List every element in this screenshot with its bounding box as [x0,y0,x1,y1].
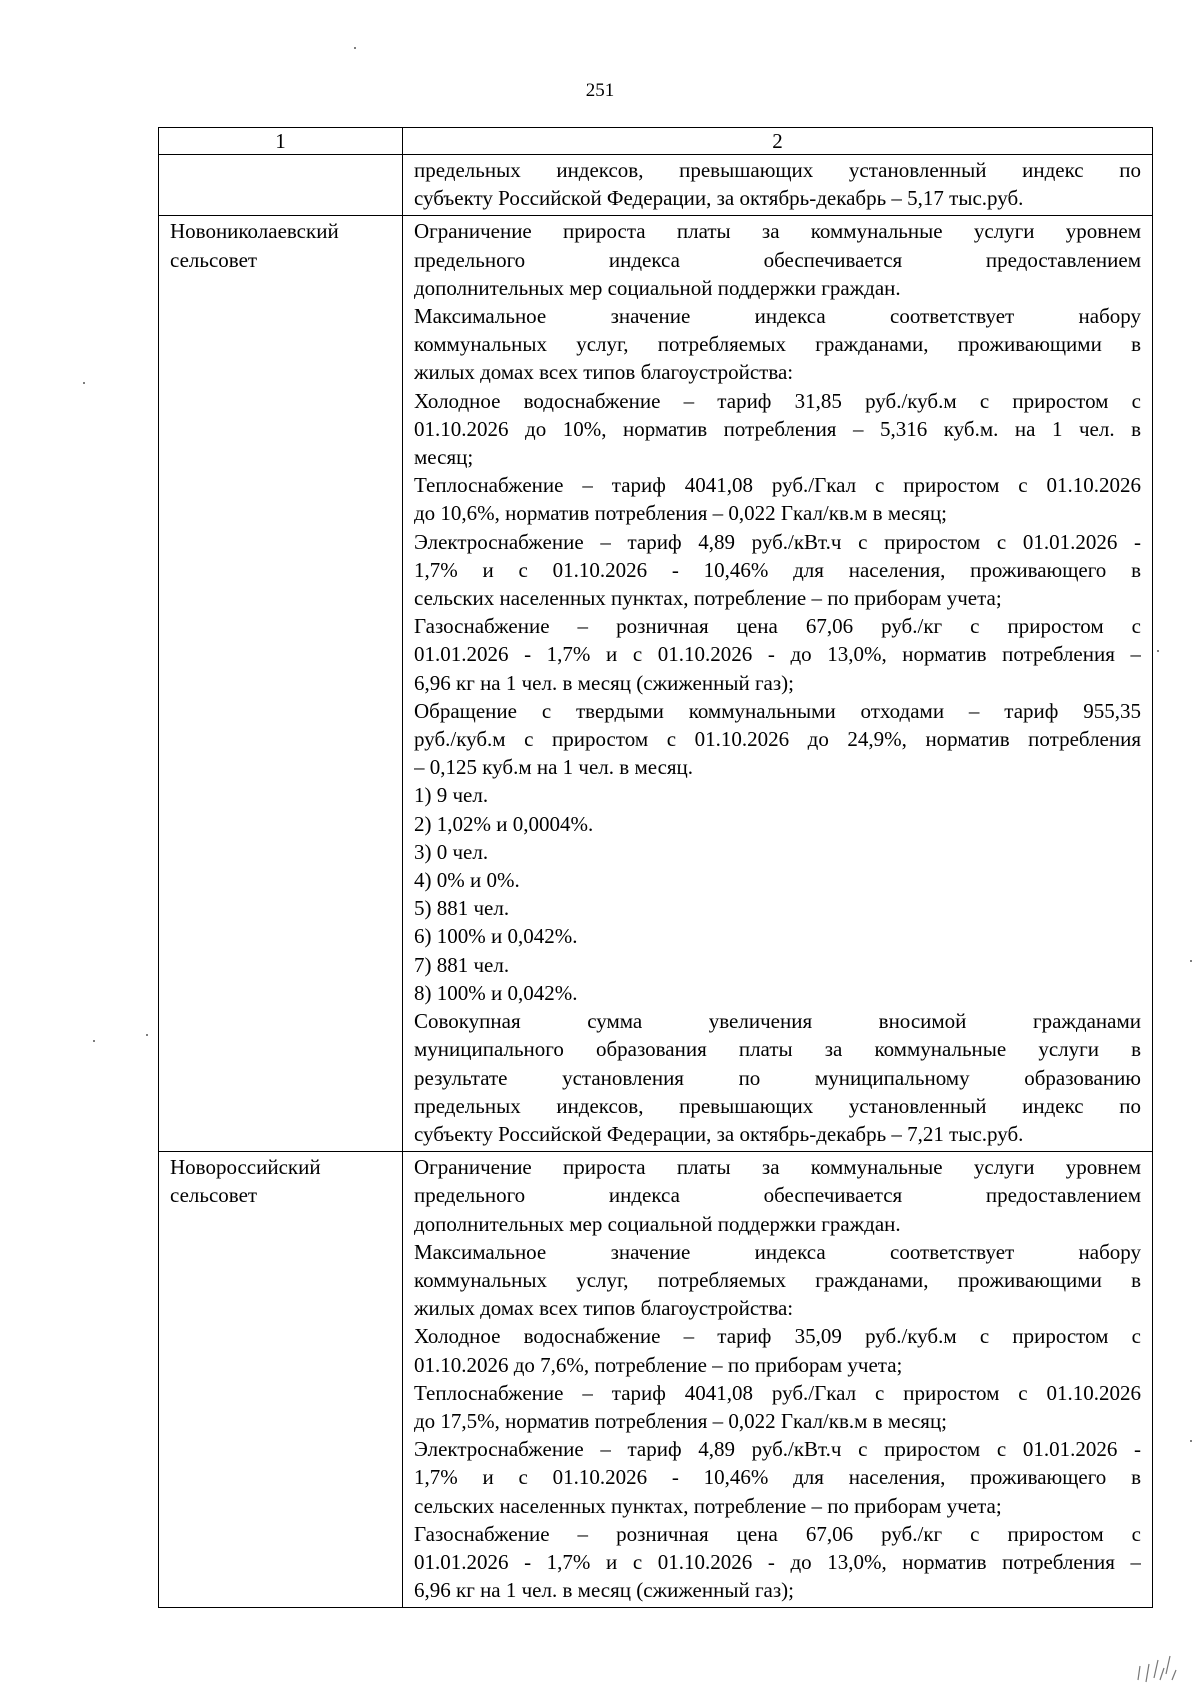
municipality-cell [159,155,403,216]
table-row [159,216,1153,1152]
text-line: сельских населенных пунктах, потребление – по приборам учета; [414,586,1002,611]
text-line: 3) 0 чел. [414,839,489,864]
column-header-2: 2 [403,128,1153,155]
text-line: предельного индекса обеспечивается предоставлением [414,1183,1141,1208]
text-line: жилых домах всех типов благоустройства: [414,360,794,385]
text-line: – 0,125 куб.м на 1 чел. в месяц. [414,755,694,780]
text-line: Ограничение прироста платы за коммунальные услуги уровнем [414,219,1141,244]
text-line: результате установления по муниципальному образованию [414,1065,1141,1090]
text-line: коммунальных услуг, потребляемых гражданами, проживающими в [414,1267,1141,1292]
table-body [159,155,1153,1608]
scan-speck [354,47,356,49]
scan-speck [146,1034,148,1036]
table-header-row [159,128,1153,155]
text-line: 4) 0% и 0%. [414,868,520,893]
text-line: месяц; [414,445,474,470]
text-line: 5) 881 чел. [414,896,510,921]
text-line: 01.01.2026 - 1,7% и с 01.10.2026 - до 13,0%, норматив потребления – [414,642,1141,667]
text-line: Совокупная сумма увеличения вносимой гражданами [414,1009,1141,1034]
text-line: предельных индексов, превышающих установленный индекс по [414,1093,1141,1118]
municipality-name-line: сельсовет [170,1183,258,1208]
text-line: предельных индексов, превышающих установленный индекс по [414,158,1141,182]
scan-speck [83,382,85,384]
text-line: Теплоснабжение – тариф 4041,08 руб./Гкал с приростом с 01.10.2026 [414,1380,1141,1405]
scan-speck [93,1040,95,1042]
text-line: Обращение с твердыми коммунальными отходами – тариф 955,35 [414,698,1141,723]
text-line: 6,96 кг на 1 чел. в месяц (сжиженный газ); [414,670,794,695]
scan-speck [1190,1440,1192,1442]
text-line: дополнительных мер социальной поддержки граждан. [414,1211,901,1236]
text-line: субъекту Российской Федерации, за октябрь-декабрь – 7,21 тыс.руб. [414,1121,1024,1146]
text-line: Газоснабжение – розничная цена 67,06 руб./кг с приростом с [414,614,1141,639]
text-line: Максимальное значение индекса соответствует набору [414,304,1141,329]
text-line: Ограничение прироста платы за коммунальные услуги уровнем [414,1155,1141,1180]
municipality-cell [159,216,403,1152]
description-cell [403,155,1153,216]
scan-speck [1190,960,1192,962]
text-line: Теплоснабжение – тариф 4041,08 руб./Гкал с приростом с 01.10.2026 [414,473,1141,498]
municipality-name-line: сельсовет [170,247,258,272]
text-line: 1) 9 чел. [414,783,489,808]
text-line: сельских населенных пунктах, потребление – по приборам учета; [414,1493,1002,1518]
text-line: до 10,6%, норматив потребления – 0,022 Гкал/кв.м в месяц; [414,501,948,526]
description-cell [403,216,1153,1152]
text-line: дополнительных мер социальной поддержки граждан. [414,275,901,300]
text-line: до 17,5%, норматив потребления – 0,022 Гкал/кв.м в месяц; [414,1408,948,1433]
text-line: 1,7% и с 01.10.2026 - 10,46% для населения, проживающего в [414,1465,1141,1490]
text-line: Электроснабжение – тариф 4,89 руб./кВт.ч с приростом с 01.01.2026 - [414,529,1141,554]
text-line: 01.10.2026 до 10%, норматив потребления – 5,316 куб.м. на 1 чел. в [414,416,1141,441]
text-line: 2) 1,02% и 0,0004%. [414,811,594,836]
table-row [159,155,1153,216]
column-header-1: 1 [159,128,403,155]
text-line: 6,96 кг на 1 чел. в месяц (сжиженный газ); [414,1578,794,1603]
page-number: 251 [585,80,615,101]
text-line: 01.10.2026 до 7,6%, потребление – по приборам учета; [414,1352,903,1377]
text-line: 01.01.2026 - 1,7% и с 01.10.2026 - до 13,0%, норматив потребления – [414,1549,1141,1574]
text-line: муниципального образования платы за коммунальные услуги в [414,1037,1141,1062]
text-line: Максимальное значение индекса соответствует набору [414,1239,1141,1264]
text-line: Электроснабжение – тариф 4,89 руб./кВт.ч с приростом с 01.01.2026 - [414,1437,1141,1462]
corner-scan-marks [1130,1630,1190,1690]
text-line: 8) 100% и 0,042%. [414,980,578,1005]
text-line: руб./куб.м с приростом с 01.10.2026 до 24,9%, норматив потребления [414,727,1141,752]
text-line: Холодное водоснабжение – тариф 31,85 руб./куб.м с приростом с [414,388,1141,413]
text-line: субъекту Российской Федерации, за октябрь-декабрь – 5,17 тыс.руб. [414,186,1024,211]
text-line: 1,7% и с 01.10.2026 - 10,46% для населения, проживающего в [414,557,1141,582]
municipality-name-line: Новониколаевский [170,219,339,244]
scan-speck [1157,650,1159,652]
text-line: коммунальных услуг, потребляемых гражданами, проживающими в [414,332,1141,357]
tariff-table [158,127,1153,1608]
text-line: 7) 881 чел. [414,952,510,977]
municipality-cell [159,1152,403,1608]
description-cell [403,1152,1153,1608]
text-line: жилых домах всех типов благоустройства: [414,1296,794,1321]
text-line: Газоснабжение – розничная цена 67,06 руб./кг с приростом с [414,1521,1141,1546]
text-line: 6) 100% и 0,042%. [414,924,578,949]
text-line: предельного индекса обеспечивается предоставлением [414,247,1141,272]
municipality-name-line: Новороссийский [170,1155,321,1180]
table-row [159,1152,1153,1608]
text-line: Холодное водоснабжение – тариф 35,09 руб./куб.м с приростом с [414,1324,1141,1349]
